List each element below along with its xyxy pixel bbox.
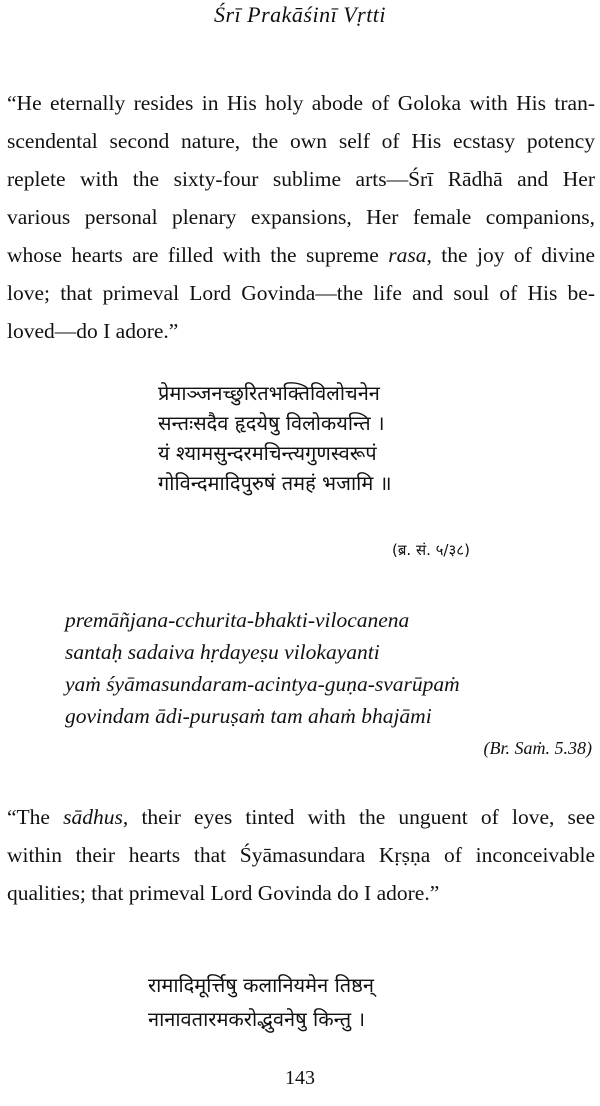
italic-term-sadhus: sādhus xyxy=(63,805,123,829)
paragraph-line: loved—do I adore.” xyxy=(7,319,179,343)
transliteration-line: govindam ādi-puruṣaṁ tam ahaṁ bhajāmi xyxy=(65,704,432,728)
paragraph-line: replete with the sixty-four sublime arts—Śrī Rādhā and Her xyxy=(7,167,595,191)
verse-line: सन्तःसदैव हृदयेषु विलोकयन्ति । xyxy=(158,411,385,435)
sanskrit-verse-2 xyxy=(148,968,374,1036)
italic-term-rasa: rasa xyxy=(388,243,427,267)
sanskrit-verse-1 xyxy=(158,378,392,498)
paragraph-line: qualities; that primeval Lord Govinda do I adore.” xyxy=(7,881,440,905)
transliteration-reference: (Br. Saṁ. 5.38) xyxy=(483,738,592,758)
paragraph-line xyxy=(7,798,595,836)
paragraph-text: , their eyes tinted with the unguent of love, see xyxy=(122,805,595,829)
transliteration-line: yaṁ śyāmasundaram-acintya-guṇa-svarūpaṁ xyxy=(65,672,460,696)
transliteration-verse-1 xyxy=(65,604,460,732)
verse-line: प्रेमाञ्जनच्छुरितभक्तिविलोचनेन xyxy=(158,381,380,405)
paragraph-text: , the joy of divine xyxy=(426,243,596,267)
paragraph-line xyxy=(7,236,595,274)
paragraph-line: various personal plenary expansions, Her female companions, xyxy=(7,205,595,229)
transliteration-line: santaḥ sadaiva hṛdayeṣu vilokayanti xyxy=(65,640,380,664)
page-number: 143 xyxy=(285,1067,315,1089)
running-title: Śrī Prakāśinī Vṛtti xyxy=(213,2,387,27)
verse-line: यं श्यामसुन्दरमचिन्त्यगुणस्वरूपं xyxy=(158,441,377,465)
paragraph-text: “The xyxy=(7,805,64,829)
paragraph-text: whose hearts are filled with the supreme xyxy=(7,243,389,267)
sanskrit-verse-reference: (ब्र. सं. ५/३८) xyxy=(392,541,470,559)
transliteration-line: premāñjana-cchurita-bhakti-vilocanena xyxy=(65,608,410,632)
paragraph-line: love; that primeval Lord Govinda—the life and soul of His be- xyxy=(7,281,595,305)
verse-line: नानावतारमकरोद्भुवनेषु किन्तु । xyxy=(148,1007,366,1031)
paragraph-line: “He eternally resides in His holy abode of Goloka with His tran- xyxy=(7,91,595,115)
paragraph-line: within their hearts that Śyāmasundara Kṛṣṇa of inconceivable xyxy=(7,843,595,867)
translation-paragraph-2 xyxy=(7,798,595,912)
verse-line: रामादिमूर्त्तिषु कलानियमेन तिष्ठन् xyxy=(148,973,375,997)
paragraph-line: scendental second nature, the own self of His ecstasy potency xyxy=(7,129,595,153)
translation-paragraph-1 xyxy=(7,84,595,350)
verse-line: गोविन्दमादिपुरुषं तमहं भजामि ॥ xyxy=(158,471,392,495)
